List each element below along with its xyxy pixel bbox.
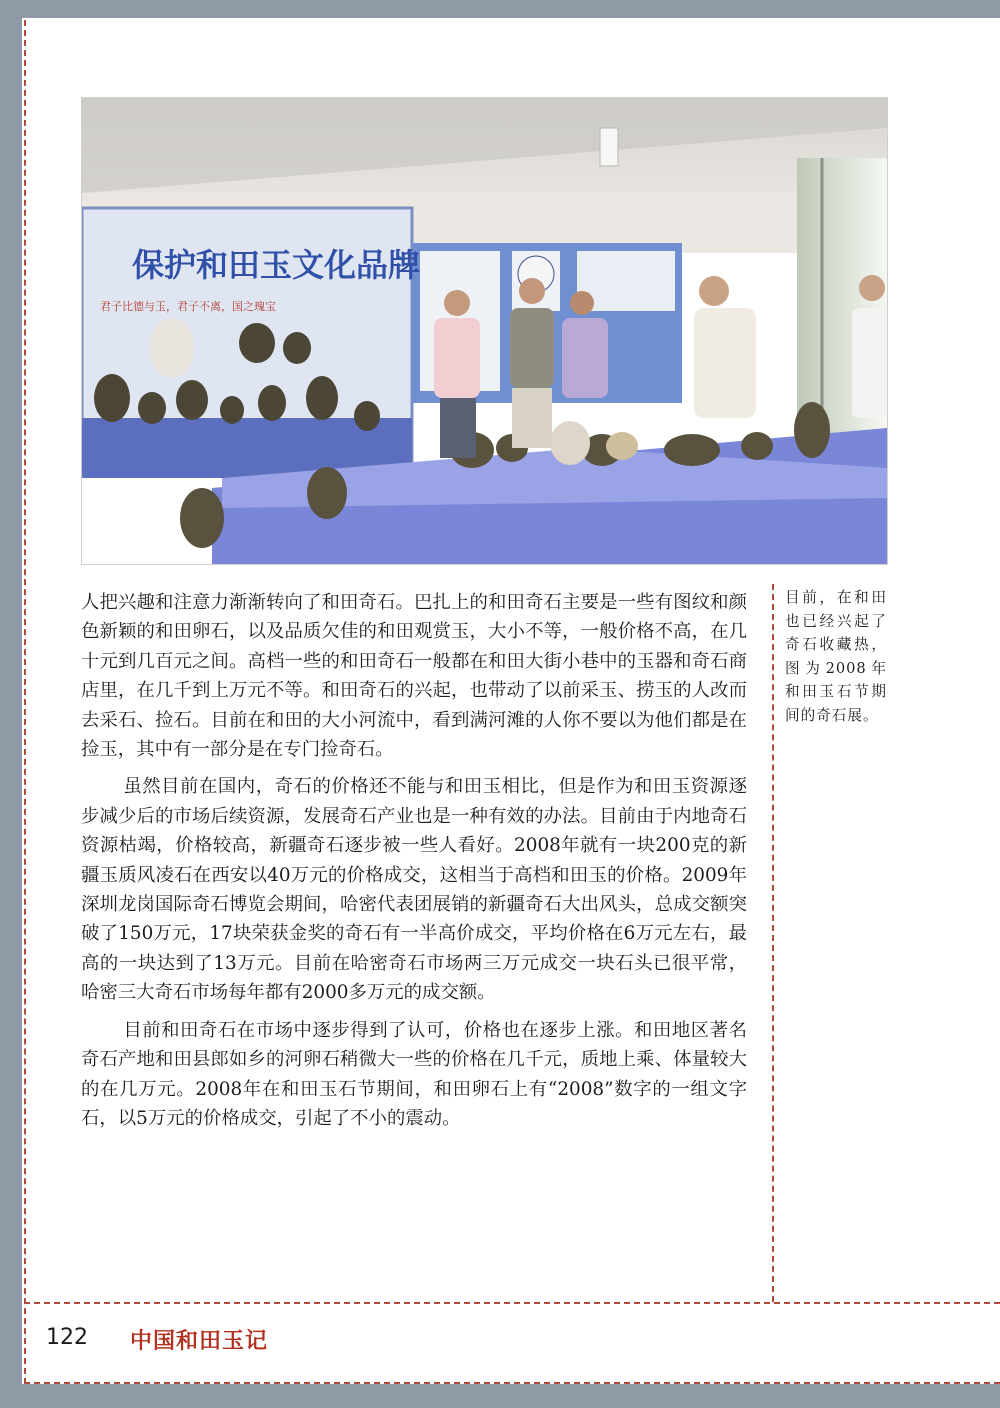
photo-caption: 目前，在和田也已经兴起了奇石收藏热，图为2008年和田玉石节期间的奇石展。 (785, 589, 887, 724)
footer-dashed-divider (24, 1302, 1000, 1304)
banner-title: 保护和田玉文化品牌 (132, 246, 421, 284)
banner-subtitle: 君子比德与玉，君子不离，国之瑰宝 (100, 300, 276, 313)
sidebar-dashed-divider (772, 584, 774, 1302)
paragraph-2: 虽然目前在国内，奇石的价格还不能与和田玉相比，但是作为和田玉资源逐步减少后的市场后续资源，发展奇石产业也是一种有效的办法。目前由于内地奇石资源枯竭，价格较高，新疆奇石逐步被一些人看好。2008年就有一块200克的新疆玉质风凌石在西安以40万元的价格成交，这相当于高档和田玉的价格。2009年深圳龙岗国际奇石博览会期间，哈密代表团展销的新疆奇石大出风头，总成交额突破了150万元，17块荣获金奖的奇石有一半高价成交，平均价格在6万元左右，最高的一块达到了13万元。目前在哈密奇石市场两三万元成交一块石头已很平常，哈密三大奇石市场每年都有2000多万元的成交额。 (81, 776, 747, 1004)
exhibition-photo (81, 97, 888, 565)
page-number: 122 (46, 1325, 88, 1350)
paragraph-3: 目前和田奇石在市场中逐步得到了认可，价格也在逐步上涨。和田地区著名奇石产地和田县郎如乡的河卵石稍微大一些的价格在几千元，质地上乘、体量较大的在几万元。2008年在和田玉石节期间，和田卵石上有“2008”数字的一组文字石，以5万元的价格成交，引起了不小的震动。 (81, 1019, 747, 1129)
bottom-dashed-border (24, 1382, 1000, 1384)
book-title: 中国和田玉记 (130, 1329, 269, 1354)
left-dashed-border (24, 20, 26, 1384)
article-body (81, 588, 747, 1141)
paragraph-1: 人把兴趣和注意力渐渐转向了和田奇石。巴扎上的和田奇石主要是一些有图纹和颜色新颖的和田卵石，以及品质欠佳的和田观赏玉，大小不等，一般价格不高，在几十元到几百元之间。高档一些的和田奇石一般都在和田大街小巷中的玉器和奇石商店里，在几千到上万元不等。和田奇石的兴起，也带动了以前采玉、捞玉的人改而去采石、捡石。目前在和田的大小河流中，看到满河滩的人你不要以为他们都是在捡玉，其中有一部分是在专门捡奇石。 (81, 592, 747, 761)
